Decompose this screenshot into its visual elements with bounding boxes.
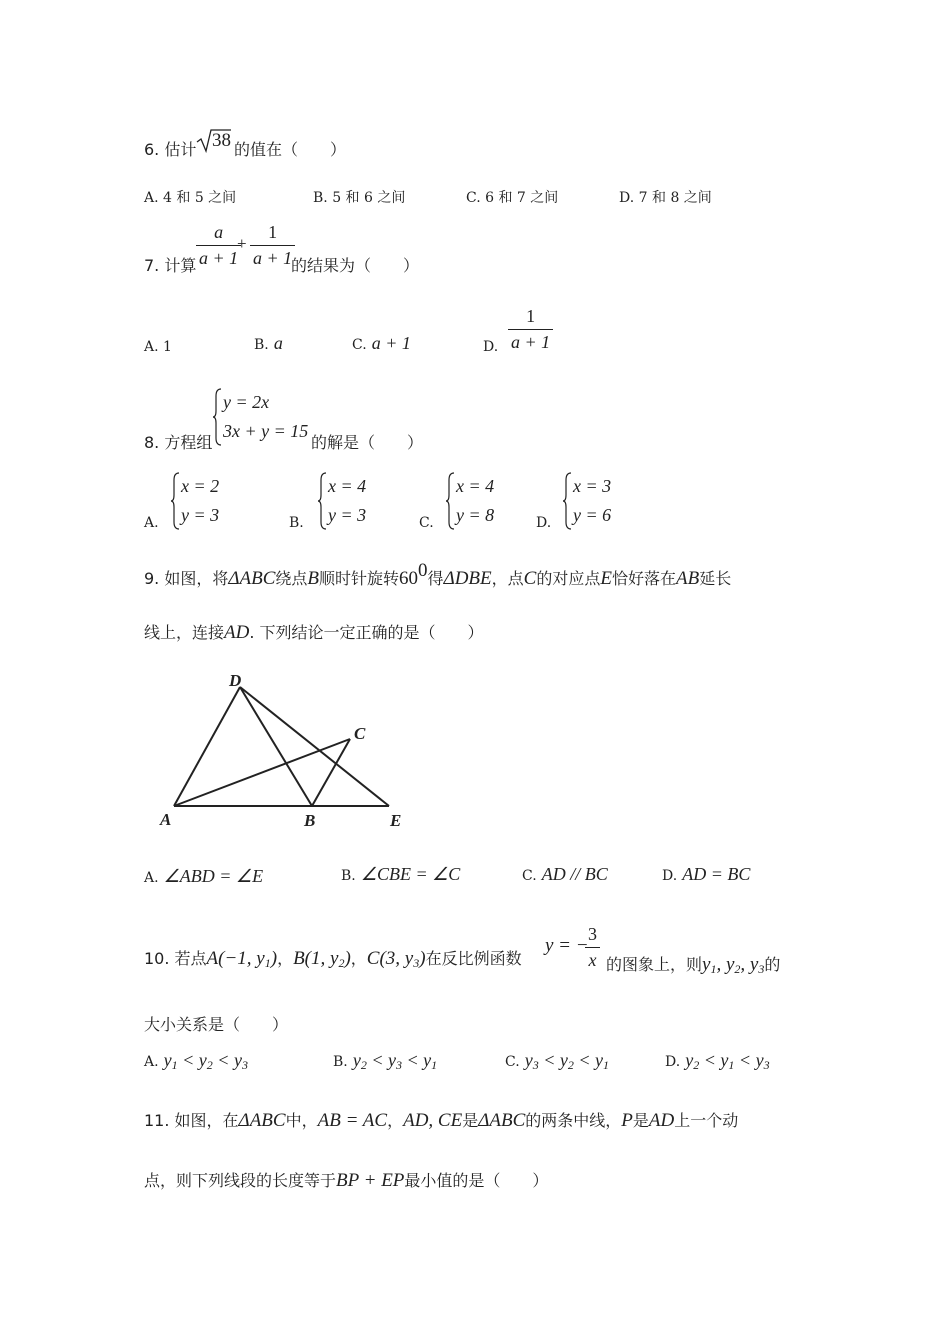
q9-option-c[interactable]: C. AD // BC	[522, 864, 608, 884]
q9-line-2: 线上，连接AD. 下列结论一定正确的是（ ）	[144, 622, 484, 643]
q7-option-d-fraction[interactable]: $\frac{1}{a + 1}$	[508, 306, 553, 353]
q6-prefix: 6. 估计	[144, 140, 197, 159]
q10-line-2: 大小关系是（ ）	[144, 1015, 289, 1034]
q7-suffix: 的结果为（ ）	[291, 256, 420, 275]
q11-line-1: 11. 如图，在ΔABC中，AB = AC，AD, CE是ΔABC的两条中线，P是AD上一个动	[144, 1110, 739, 1131]
left-brace-icon	[446, 472, 455, 530]
label-D: D	[229, 671, 242, 690]
q7-option-c[interactable]: C. a + 1	[352, 333, 411, 353]
plus-sign: +	[237, 234, 247, 253]
q7-option-d-letter[interactable]: D.	[483, 339, 499, 355]
segment-DE	[240, 687, 389, 806]
q9-line-1: 9. 如图，将ΔABC绕点B顺时针旋转$60^0$得ΔDBE，点C的对应点E恰好落在AB延长	[144, 560, 732, 589]
q7-option-a[interactable]: A. 1	[144, 339, 172, 355]
q9-option-a[interactable]: A. ∠ABD = ∠E	[144, 866, 264, 886]
q8-option-c-letter[interactable]: C.	[419, 515, 434, 531]
label-C: C	[354, 724, 366, 743]
q7-fraction-2: $\frac{1}{a + 1}$	[250, 222, 295, 269]
segment-AC	[174, 739, 350, 806]
q8-option-c-system[interactable]: x = 4 y = 8	[446, 472, 494, 530]
q10-option-b[interactable]: B. $y_2 < y_3 < y_1$	[333, 1050, 438, 1072]
q7-prefix: 7. 计算	[144, 256, 197, 275]
q9-option-d[interactable]: D. AD = BC	[662, 864, 751, 884]
q7-option-b[interactable]: B. a	[254, 333, 283, 353]
left-brace-icon	[563, 472, 572, 530]
point-a: A(−1, $y_1$)	[206, 948, 278, 970]
q8-option-d-system[interactable]: x = 3 y = 6	[563, 472, 611, 530]
q8-equation-system: y = 2x 3x + y = 15	[213, 388, 308, 446]
left-brace-icon	[171, 472, 180, 530]
q10-line-1-tail: 的图象上，则$y_1$, $y_2$, $y_3$的	[606, 954, 781, 976]
q6-option-a[interactable]: A. 4 和 5 之间	[144, 190, 237, 206]
label-B: B	[304, 811, 316, 830]
point-c: C(3, $y_3$)	[366, 948, 426, 970]
q10-option-a[interactable]: A. $y_1 < y_2 < y_3$	[144, 1050, 248, 1072]
q8-suffix: 的解是（ ）	[311, 433, 424, 452]
label-E: E	[390, 811, 402, 830]
q10-line-1: 10. 若点A(−1, $y_1$)，B(1, $y_2$)，C(3, $y_3$)在反比例函数	[144, 948, 522, 970]
y-list: $y_1$, $y_2$, $y_3$	[702, 954, 765, 976]
radicand: 38	[212, 130, 231, 151]
q8-option-a-system[interactable]: x = 2 y = 3	[171, 472, 219, 530]
function-lhs: y = −	[545, 935, 589, 956]
q7-fraction-1: $\frac{a}{a + 1}$	[196, 222, 241, 269]
q9-option-b[interactable]: B. ∠CBE = ∠C	[341, 864, 461, 884]
q6-option-b[interactable]: B. 5 和 6 之间	[313, 190, 406, 206]
left-brace-icon	[318, 472, 327, 530]
q6-suffix: 的值在（ ）	[234, 140, 347, 159]
q10-option-d[interactable]: D. $y_2 < y_1 < y_3$	[665, 1050, 770, 1072]
segment-DB	[240, 687, 312, 806]
q8-option-b-system[interactable]: x = 4 y = 3	[318, 472, 366, 530]
point-b: B(1, $y_2$)	[293, 948, 351, 970]
segment-AD	[174, 687, 240, 806]
q10-option-c[interactable]: C. $y_3 < y_2 < y_1$	[505, 1050, 610, 1072]
left-brace-icon	[213, 388, 222, 446]
rotation-triangle-figure	[150, 665, 420, 835]
q6-option-d[interactable]: D. 7 和 8 之间	[619, 190, 712, 206]
function-fraction: $\frac{3}{x}$	[585, 924, 600, 971]
q11-line-2: 点，则下列线段的长度等于BP + EP最小值的是（ ）	[144, 1170, 549, 1191]
q8-prefix: 8. 方程组	[144, 433, 213, 452]
q8-option-a-letter[interactable]: A.	[144, 515, 159, 531]
q8-option-d-letter[interactable]: D.	[536, 515, 552, 531]
q6-option-c[interactable]: C. 6 和 7 之间	[466, 190, 559, 206]
q8-option-b-letter[interactable]: B.	[289, 515, 304, 531]
label-A: A	[160, 810, 172, 829]
